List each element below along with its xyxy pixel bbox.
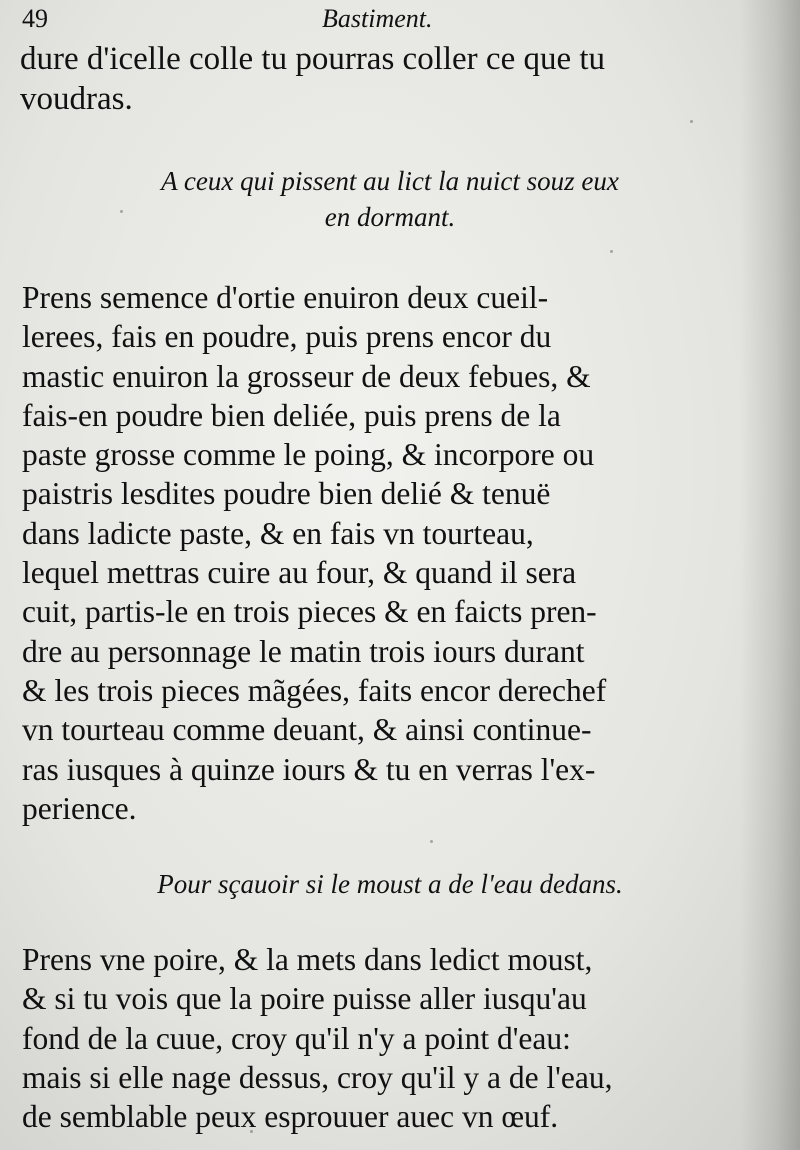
- text-line: perience.: [22, 790, 137, 826]
- text-line: fond de la cuue, croy qu'il n'y a point d'eau:: [22, 1020, 571, 1056]
- text-line: de semblable peux esprouuer auec vn œuf.: [22, 1099, 559, 1135]
- continuation-text: [20, 40, 730, 119]
- text-line: mais si elle nage dessus, croy qu'il y a de l'eau,: [22, 1059, 613, 1095]
- paper-speck: [430, 840, 433, 843]
- text-line: dre au personnage le matin trois iours durant: [22, 633, 585, 669]
- text-line: & les trois pieces mãgées, faits encor derechef: [22, 672, 607, 708]
- heading-line: A ceux qui pissent au lict la nuict souz eux: [161, 166, 619, 196]
- text-line: dure d'icelle colle tu pourras coller ce que tu: [20, 41, 606, 77]
- page-number: 49: [22, 4, 48, 33]
- recipe-paragraph-bedwetting: [22, 278, 740, 828]
- text-line: lerees, fais en poudre, puis prens encor du: [22, 319, 552, 355]
- section-heading-bedwetting: [40, 163, 740, 235]
- text-line: fais-en poudre bien deliée, puis prens de la: [22, 397, 561, 433]
- text-line: dans ladicte paste, & en fais vn tourteau,: [22, 515, 534, 551]
- text-line: ras iusques à quinze iours & tu en verras l'ex-: [22, 751, 596, 787]
- text-line: paistris lesdites poudre bien delié & tenuë: [22, 476, 551, 512]
- recipe-paragraph-must-water: [22, 940, 740, 1136]
- heading-line: en dormant.: [324, 202, 456, 232]
- text-line: cuit, partis-le en trois pieces & en faicts pren-: [22, 594, 597, 630]
- page-gutter-shadow: [740, 0, 800, 1150]
- text-line: Prens semence d'ortie enuiron deux cueil-: [22, 280, 549, 315]
- text-line: Prens vne poire, & la mets dans ledict moust,: [22, 942, 593, 977]
- paper-speck: [690, 120, 693, 123]
- text-line: vn tourteau comme deuant, & ainsi continue-: [22, 712, 592, 748]
- text-line: paste grosse comme le poing, & incorpore ou: [22, 437, 595, 473]
- paper-speck: [610, 250, 613, 253]
- text-line: & si tu vois que la poire puisse aller iusqu'au: [22, 981, 587, 1017]
- text-line: voudras.: [20, 80, 133, 117]
- page-header: [22, 4, 760, 40]
- section-heading-must-water: [40, 866, 740, 902]
- text-line: mastic enuiron la grosseur de deux febues, &: [22, 358, 591, 394]
- heading-line: Pour sçauoir si le moust a de l'eau dedans.: [157, 869, 623, 899]
- running-head: Bastiment.: [322, 4, 433, 33]
- text-line: lequel mettras cuire au four, & quand il sera: [22, 555, 577, 591]
